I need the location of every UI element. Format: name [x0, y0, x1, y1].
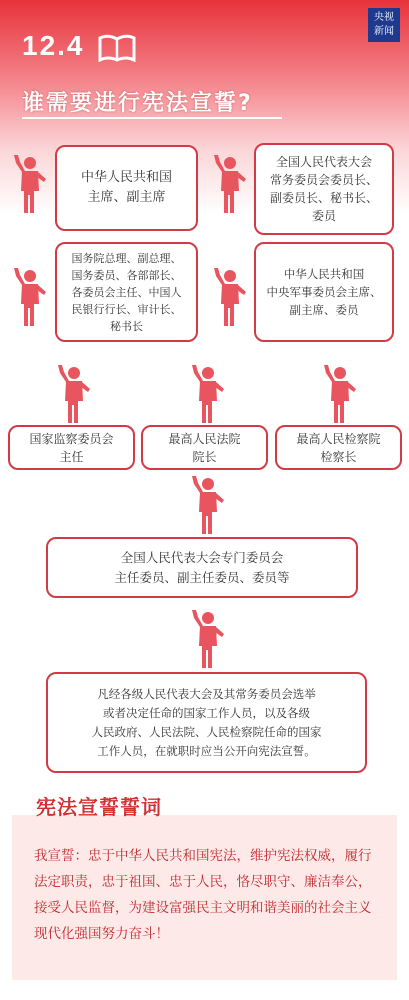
- person-raising-hand-icon: [322, 365, 358, 425]
- person-raising-hand-icon: [12, 268, 48, 328]
- person-raising-hand-icon: [190, 476, 226, 536]
- supervision-text: 国家监察委员会 主任: [29, 431, 114, 464]
- title-underline: [22, 117, 282, 119]
- oath-box: [12, 815, 397, 980]
- court-box: [141, 425, 268, 470]
- person-raising-hand-icon: [212, 155, 248, 215]
- president-box: [55, 145, 198, 231]
- cmc-text: 中华人民共和国 中央军事委员会主席、 副主席、委员: [266, 267, 382, 317]
- book-icon: [98, 34, 136, 62]
- npc-special-text: 全国人民代表大会专门委员会 主任委员、副主任委员、委员等: [114, 549, 290, 585]
- npc-standing-box: [254, 143, 394, 235]
- page-title: 谁需要进行宪法宣誓?: [22, 91, 253, 116]
- logo-line2: 新闻: [374, 26, 394, 37]
- date-label: 12.4: [22, 30, 85, 61]
- oath-title: 宪法宣誓誓词: [36, 795, 162, 819]
- local-officials-box: [46, 672, 367, 773]
- cctv-news-logo: [368, 8, 400, 42]
- procuratorate-text: 最高人民检察院 检察长: [296, 431, 381, 464]
- supervision-box: [8, 425, 135, 470]
- npc-special-box: [46, 537, 358, 598]
- president-text: 中华人民共和国 主席、副主席: [80, 170, 172, 205]
- person-raising-hand-icon: [190, 365, 226, 425]
- court-text: 最高人民法院 院长: [168, 431, 241, 464]
- person-raising-hand-icon: [190, 610, 226, 670]
- state-council-text: 国务院总理、副总理、 国务委员、各部部长、 各委员会主任、中国人 民银行行长、审计长、 秘书长: [71, 251, 182, 333]
- cmc-box: [254, 242, 394, 342]
- person-raising-hand-icon: [212, 268, 248, 328]
- local-officials-text: 凡经各级人民代表大会及其常务委员会选举 或者决定任命的国家工作人员，以及各级 人民政府、人民法院、人民检察院任命的国家 工作人员，在就职时应当公开向宪法宣誓。: [91, 686, 322, 758]
- npc-standing-text: 全国人民代表大会 常务委员会委员长、 副委员长、秘书长、 委员: [269, 155, 378, 223]
- logo-line1: 央视: [374, 12, 394, 23]
- oath-text: 我宣誓：忠于中华人民共和国宪法，维护宪法权威，履行法定职责，忠于祖国、忠于人民，恪尽职守、廉洁奉公，接受人民监督，为建设富强民主文明和谐美丽的社会主义现代化强国努力奋斗！: [34, 848, 372, 942]
- person-raising-hand-icon: [12, 155, 48, 215]
- state-council-box: [55, 242, 198, 342]
- person-raising-hand-icon: [56, 365, 92, 425]
- procuratorate-box: [275, 425, 402, 470]
